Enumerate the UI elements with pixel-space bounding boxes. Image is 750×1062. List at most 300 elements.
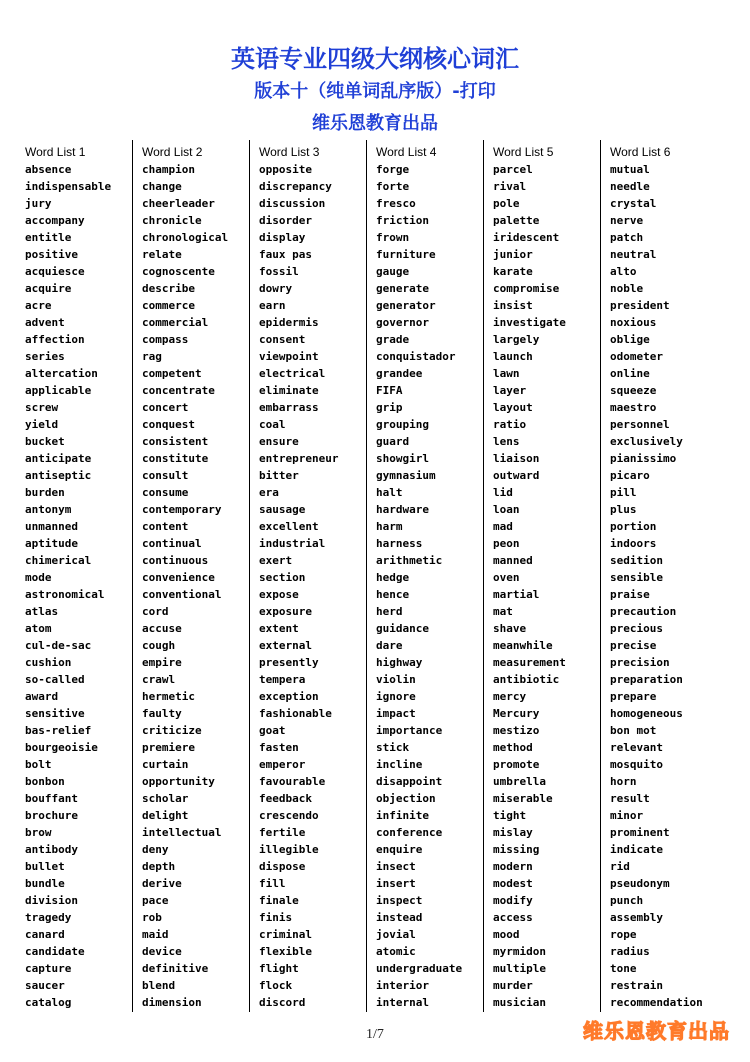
word-item: peon: [493, 537, 520, 550]
word-item: capture: [25, 962, 72, 975]
word-item: commercial: [142, 316, 209, 329]
word-item: screw: [25, 401, 59, 414]
word-item: president: [610, 299, 670, 312]
word-item: punch: [610, 894, 644, 907]
word-item: tone: [610, 962, 637, 975]
word-item: rob: [142, 911, 162, 924]
word-item: recommendation: [610, 996, 703, 1009]
word-item: layer: [493, 384, 527, 397]
word-item: acre: [25, 299, 52, 312]
word-item: radius: [610, 945, 650, 958]
word-item: consume: [142, 486, 189, 499]
word-item: premiere: [142, 741, 195, 754]
word-item: rope: [610, 928, 637, 941]
word-item: extent: [259, 622, 299, 635]
word-list: [376, 161, 462, 1011]
word-item: layout: [493, 401, 533, 414]
word-item: mood: [493, 928, 520, 941]
word-item: sensible: [610, 571, 663, 584]
word-item: undergraduate: [376, 962, 463, 975]
word-item: grouping: [376, 418, 429, 431]
word-item: investigate: [493, 316, 566, 329]
word-item: guard: [376, 435, 410, 448]
word-item: modify: [493, 894, 533, 907]
word-item: rid: [610, 860, 630, 873]
word-item: exposure: [259, 605, 312, 618]
word-item: generate: [376, 282, 429, 295]
word-item: incline: [376, 758, 423, 771]
word-item: indoors: [610, 537, 657, 550]
word-item: delight: [142, 809, 189, 822]
word-item: consent: [259, 333, 306, 346]
word-item: myrmidon: [493, 945, 546, 958]
word-item: maestro: [610, 401, 657, 414]
word-item: chronological: [142, 231, 229, 244]
word-item: atom: [25, 622, 52, 635]
word-item: hedge: [376, 571, 410, 584]
word-item: mercy: [493, 690, 527, 703]
word-list-title: Word List 1: [25, 145, 86, 159]
word-item: bundle: [25, 877, 65, 890]
watermark-logo: 维乐恩教育出品: [583, 1019, 730, 1043]
word-item: cord: [142, 605, 169, 618]
word-item: external: [259, 639, 312, 652]
word-item: FIFA: [376, 384, 403, 397]
word-item: crystal: [610, 197, 657, 210]
word-item: oven: [493, 571, 520, 584]
title-block: [0, 42, 750, 140]
word-item: guidance: [376, 622, 429, 635]
word-list: [142, 161, 228, 1011]
word-item: crescendo: [259, 809, 319, 822]
word-item: concentrate: [142, 384, 215, 397]
word-item: chimerical: [25, 554, 92, 567]
word-item: disappoint: [376, 775, 443, 788]
word-item: scholar: [142, 792, 189, 805]
word-item: presently: [259, 656, 319, 669]
word-item: personnel: [610, 418, 670, 431]
column-divider: [132, 140, 133, 1012]
word-item: miserable: [493, 792, 553, 805]
publisher-label: 维乐恩教育出品: [312, 113, 438, 134]
word-item: concert: [142, 401, 189, 414]
word-item: catalog: [25, 996, 72, 1009]
word-item: nerve: [610, 214, 644, 227]
word-item: depth: [142, 860, 176, 873]
word-item: alto: [610, 265, 637, 278]
word-item: mode: [25, 571, 52, 584]
word-item: herd: [376, 605, 403, 618]
word-item: prepare: [610, 690, 657, 703]
word-item: intellectual: [142, 826, 222, 839]
word-item: faulty: [142, 707, 182, 720]
word-item: change: [142, 180, 182, 193]
word-item: grip: [376, 401, 403, 414]
word-item: hence: [376, 588, 410, 601]
word-item: modern: [493, 860, 533, 873]
word-item: praise: [610, 588, 650, 601]
word-item: yield: [25, 418, 59, 431]
word-item: instead: [376, 911, 423, 924]
word-item: astronomical: [25, 588, 105, 601]
word-item: access: [493, 911, 533, 924]
word-item: blend: [142, 979, 176, 992]
word-item: palette: [493, 214, 540, 227]
word-item: junior: [493, 248, 533, 261]
word-item: fresco: [376, 197, 416, 210]
word-item: embarrass: [259, 401, 319, 414]
word-item: stick: [376, 741, 410, 754]
word-item: cough: [142, 639, 176, 652]
word-item: finale: [259, 894, 299, 907]
word-item: saucer: [25, 979, 65, 992]
word-item: enquire: [376, 843, 423, 856]
word-item: largely: [493, 333, 540, 346]
word-item: maid: [142, 928, 169, 941]
word-item: mosquito: [610, 758, 663, 771]
word-item: feedback: [259, 792, 312, 805]
word-list-column: [605, 140, 722, 1012]
word-item: brow: [25, 826, 52, 839]
word-item: curtain: [142, 758, 189, 771]
word-item: parcel: [493, 163, 533, 176]
column-divider: [483, 140, 484, 1012]
word-item: bourgeoisie: [25, 741, 98, 754]
word-item: epidermis: [259, 316, 319, 329]
word-item: mad: [493, 520, 513, 533]
word-item: bouffant: [25, 792, 78, 805]
word-item: absence: [25, 163, 72, 176]
word-item: finis: [259, 911, 293, 924]
word-item: horn: [610, 775, 637, 788]
word-item: conquest: [142, 418, 195, 431]
word-item: friction: [376, 214, 429, 227]
word-item: chronicle: [142, 214, 202, 227]
word-list-column: [137, 140, 254, 1012]
word-item: convenience: [142, 571, 215, 584]
word-item: sensitive: [25, 707, 85, 720]
word-item: bas-relief: [25, 724, 92, 737]
word-item: modest: [493, 877, 533, 890]
word-item: deny: [142, 843, 169, 856]
word-item: antiseptic: [25, 469, 92, 482]
word-item: needle: [610, 180, 650, 193]
word-item: flexible: [259, 945, 312, 958]
word-item: multiple: [493, 962, 546, 975]
word-item: highway: [376, 656, 423, 669]
word-item: infinite: [376, 809, 429, 822]
word-item: burden: [25, 486, 65, 499]
word-item: tragedy: [25, 911, 72, 924]
word-item: disorder: [259, 214, 312, 227]
word-item: atlas: [25, 605, 59, 618]
word-item: jovial: [376, 928, 416, 941]
word-item: hardware: [376, 503, 429, 516]
word-item: insert: [376, 877, 416, 890]
word-item: device: [142, 945, 182, 958]
word-item: entitle: [25, 231, 72, 244]
word-item: fertile: [259, 826, 306, 839]
word-item: earn: [259, 299, 286, 312]
word-item: jury: [25, 197, 52, 210]
word-item: cognoscente: [142, 265, 215, 278]
word-list-title: Word List 3: [259, 145, 320, 159]
word-item: impact: [376, 707, 416, 720]
word-item: noble: [610, 282, 644, 295]
word-item: precious: [610, 622, 663, 635]
word-item: emperor: [259, 758, 306, 771]
word-item: bonbon: [25, 775, 65, 788]
word-item: altercation: [25, 367, 98, 380]
word-item: precise: [610, 639, 657, 652]
word-item: grandee: [376, 367, 423, 380]
word-item: homogeneous: [610, 707, 683, 720]
word-item: objection: [376, 792, 436, 805]
word-item: discussion: [259, 197, 326, 210]
word-item: musician: [493, 996, 546, 1009]
word-item: grade: [376, 333, 410, 346]
word-item: unmanned: [25, 520, 78, 533]
column-divider: [249, 140, 250, 1012]
word-item: hermetic: [142, 690, 195, 703]
word-item: forte: [376, 180, 410, 193]
word-item: mestizo: [493, 724, 540, 737]
word-item: discord: [259, 996, 306, 1009]
word-item: harness: [376, 537, 423, 550]
word-item: fasten: [259, 741, 299, 754]
word-item: picaro: [610, 469, 650, 482]
word-item: favourable: [259, 775, 326, 788]
word-item: assembly: [610, 911, 663, 924]
word-item: applicable: [25, 384, 92, 397]
page-number: 1/7: [366, 1027, 384, 1042]
word-item: consult: [142, 469, 189, 482]
word-list-column: [488, 140, 605, 1012]
word-item: era: [259, 486, 279, 499]
word-item: opportunity: [142, 775, 215, 788]
word-item: lawn: [493, 367, 520, 380]
word-item: exclusively: [610, 435, 683, 448]
word-item: acquire: [25, 282, 72, 295]
word-item: cul-de-sac: [25, 639, 92, 652]
word-item: tight: [493, 809, 527, 822]
word-item: constitute: [142, 452, 209, 465]
word-item: derive: [142, 877, 182, 890]
word-item: gauge: [376, 265, 410, 278]
word-item: flight: [259, 962, 299, 975]
word-item: martial: [493, 588, 540, 601]
word-item: antibiotic: [493, 673, 560, 686]
word-item: patch: [610, 231, 644, 244]
word-item: launch: [493, 350, 533, 363]
word-item: contemporary: [142, 503, 222, 516]
word-item: ensure: [259, 435, 299, 448]
word-item: antonym: [25, 503, 72, 516]
word-item: oblige: [610, 333, 650, 346]
word-item: mutual: [610, 163, 650, 176]
word-item: cheerleader: [142, 197, 215, 210]
word-item: continual: [142, 537, 202, 550]
word-item: series: [25, 350, 65, 363]
word-item: relevant: [610, 741, 663, 754]
word-item: describe: [142, 282, 195, 295]
word-item: accuse: [142, 622, 182, 635]
word-item: dowry: [259, 282, 293, 295]
word-item: fashionable: [259, 707, 332, 720]
word-item: pill: [610, 486, 637, 499]
word-item: consistent: [142, 435, 209, 448]
column-divider: [600, 140, 601, 1012]
word-item: bullet: [25, 860, 65, 873]
word-item: gymnasium: [376, 469, 436, 482]
word-item: forge: [376, 163, 410, 176]
word-item: compromise: [493, 282, 560, 295]
word-item: rival: [493, 180, 527, 193]
word-list-columns: [20, 140, 730, 1012]
word-item: squeeze: [610, 384, 657, 397]
word-item: display: [259, 231, 306, 244]
word-list: [259, 161, 338, 1011]
word-item: precaution: [610, 605, 677, 618]
word-item: internal: [376, 996, 429, 1009]
word-list-column: [371, 140, 488, 1012]
word-item: bitter: [259, 469, 299, 482]
word-item: iridescent: [493, 231, 560, 244]
word-list: [25, 161, 111, 1011]
word-item: promote: [493, 758, 540, 771]
word-item: inspect: [376, 894, 423, 907]
word-item: exert: [259, 554, 293, 567]
word-item: tempera: [259, 673, 306, 686]
word-item: expose: [259, 588, 299, 601]
word-list-title: Word List 2: [142, 145, 203, 159]
word-item: karate: [493, 265, 533, 278]
word-item: prominent: [610, 826, 670, 839]
word-list-title: Word List 4: [376, 145, 437, 159]
word-item: fill: [259, 877, 286, 890]
word-item: cushion: [25, 656, 72, 669]
word-item: lid: [493, 486, 513, 499]
word-item: empire: [142, 656, 182, 669]
word-item: sedition: [610, 554, 663, 567]
word-item: acquiesce: [25, 265, 85, 278]
word-item: importance: [376, 724, 443, 737]
word-item: pole: [493, 197, 520, 210]
word-item: furniture: [376, 248, 436, 261]
word-item: mislay: [493, 826, 533, 839]
word-item: conference: [376, 826, 443, 839]
word-item: arithmetic: [376, 554, 443, 567]
word-item: section: [259, 571, 306, 584]
word-item: pseudonym: [610, 877, 670, 890]
word-item: excellent: [259, 520, 319, 533]
word-item: lens: [493, 435, 520, 448]
word-item: frown: [376, 231, 410, 244]
word-item: advent: [25, 316, 65, 329]
word-item: governor: [376, 316, 429, 329]
word-item: continuous: [142, 554, 209, 567]
word-item: noxious: [610, 316, 657, 329]
word-item: anticipate: [25, 452, 92, 465]
word-item: murder: [493, 979, 533, 992]
word-item: insect: [376, 860, 416, 873]
word-list-column: [20, 140, 137, 1012]
word-item: relate: [142, 248, 182, 261]
word-item: goat: [259, 724, 286, 737]
word-item: preparation: [610, 673, 683, 686]
word-item: odometer: [610, 350, 663, 363]
word-item: insist: [493, 299, 533, 312]
word-item: eliminate: [259, 384, 319, 397]
word-item: brochure: [25, 809, 78, 822]
word-item: sausage: [259, 503, 306, 516]
word-item: measurement: [493, 656, 566, 669]
word-item: affection: [25, 333, 85, 346]
word-list-title: Word List 5: [493, 145, 554, 159]
word-item: pianissimo: [610, 452, 677, 465]
word-list: [493, 161, 566, 1011]
word-item: dimension: [142, 996, 202, 1009]
word-item: manned: [493, 554, 533, 567]
word-item: mat: [493, 605, 513, 618]
word-item: ratio: [493, 418, 527, 431]
word-item: accompany: [25, 214, 85, 227]
word-item: loan: [493, 503, 520, 516]
word-item: positive: [25, 248, 78, 261]
word-item: indicate: [610, 843, 663, 856]
word-item: viewpoint: [259, 350, 319, 363]
word-item: content: [142, 520, 189, 533]
word-item: bucket: [25, 435, 65, 448]
page-subtitle: 版本十（纯单词乱序版）-打印: [254, 81, 496, 102]
word-item: Mercury: [493, 707, 540, 720]
word-item: industrial: [259, 537, 326, 550]
word-item: precision: [610, 656, 670, 669]
word-item: illegible: [259, 843, 319, 856]
word-item: candidate: [25, 945, 85, 958]
word-item: faux pas: [259, 248, 312, 261]
word-item: crawl: [142, 673, 176, 686]
page-title: 英语专业四级大纲核心词汇: [231, 45, 519, 73]
word-item: method: [493, 741, 533, 754]
word-item: discrepancy: [259, 180, 332, 193]
word-item: atomic: [376, 945, 416, 958]
word-item: halt: [376, 486, 403, 499]
word-item: plus: [610, 503, 637, 516]
word-item: indispensable: [25, 180, 112, 193]
column-divider: [366, 140, 367, 1012]
word-item: champion: [142, 163, 195, 176]
word-item: showgirl: [376, 452, 429, 465]
word-item: shave: [493, 622, 527, 635]
word-item: fossil: [259, 265, 299, 278]
word-item: exception: [259, 690, 319, 703]
word-item: missing: [493, 843, 540, 856]
word-item: entrepreneur: [259, 452, 339, 465]
word-item: canard: [25, 928, 65, 941]
word-item: umbrella: [493, 775, 546, 788]
word-list-column: [254, 140, 371, 1012]
word-item: pace: [142, 894, 169, 907]
word-item: definitive: [142, 962, 209, 975]
word-item: electrical: [259, 367, 326, 380]
word-item: minor: [610, 809, 644, 822]
word-list: [610, 161, 703, 1011]
word-item: division: [25, 894, 78, 907]
word-item: opposite: [259, 163, 312, 176]
word-item: criticize: [142, 724, 202, 737]
word-item: criminal: [259, 928, 312, 941]
